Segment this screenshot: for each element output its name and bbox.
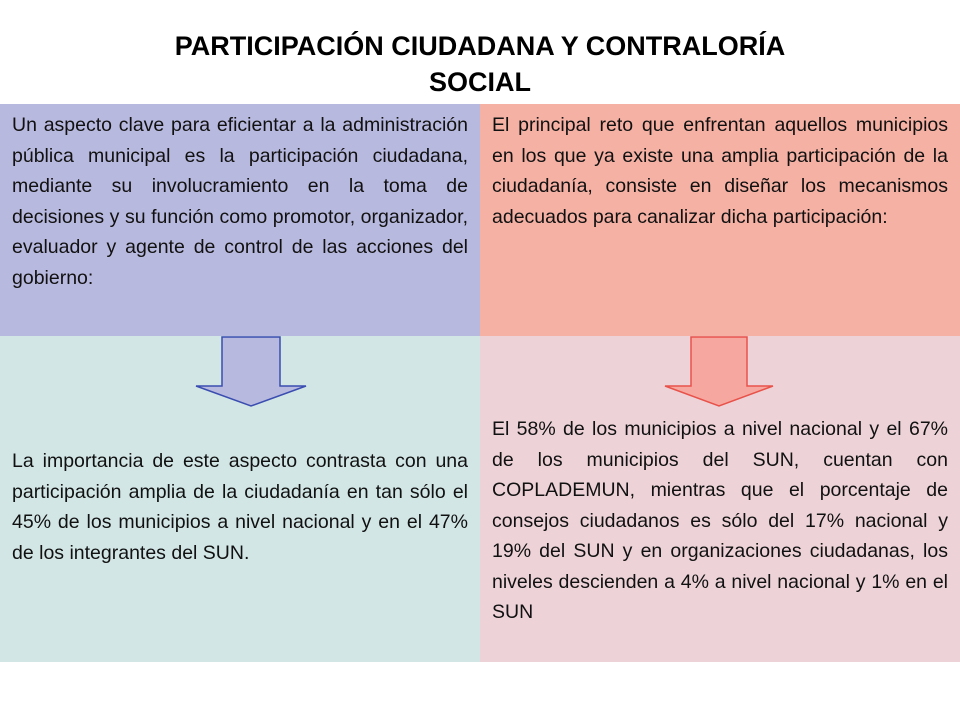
top-right-text: El principal reto que enfrentan aquellos municipios en los que ya existe una amplia participación de la ciudadanía, consiste en diseñar los mecanismos adecuados para canalizar dicha participación: bbox=[492, 114, 948, 228]
bottom-left-text: La importancia de este aspecto contrasta con una participación amplia de la ciudadanía en tan sólo el 45% de los municipios a nivel nacional y en el 47% de los integrantes del SUN. bbox=[12, 450, 468, 564]
down-arrow-icon bbox=[661, 336, 777, 408]
top-right-box bbox=[480, 104, 960, 336]
page-title bbox=[0, 28, 960, 100]
top-left-box bbox=[0, 104, 480, 336]
right-arrow-shape bbox=[665, 337, 773, 406]
top-left-text: Un aspecto clave para eficientar a la administración pública municipal es la participación ciudadana, mediante su involucramiento en la toma de decisiones y su función como promotor, organizador, evaluador y agente de control de las acciones del gobierno: bbox=[12, 114, 468, 289]
left-arrow-shape bbox=[196, 337, 306, 406]
title-line-2: SOCIAL bbox=[428, 67, 531, 97]
title-line-1: PARTICIPACIÓN CIUDADANA Y CONTRALORÍA bbox=[174, 31, 786, 61]
bottom-right-text: El 58% de los municipios a nivel nacional y el 67% de los municipios del SUN, cuentan con COPLADEMUN, mientras que el porcentaje de consejos ciudadanos es sólo del 17% nacional y 19% del SUN y en organizaciones ciudadanas, los niveles descienden a 4% a nivel nacional y 1% en el SUN bbox=[492, 418, 948, 623]
down-arrow-icon bbox=[193, 336, 309, 408]
